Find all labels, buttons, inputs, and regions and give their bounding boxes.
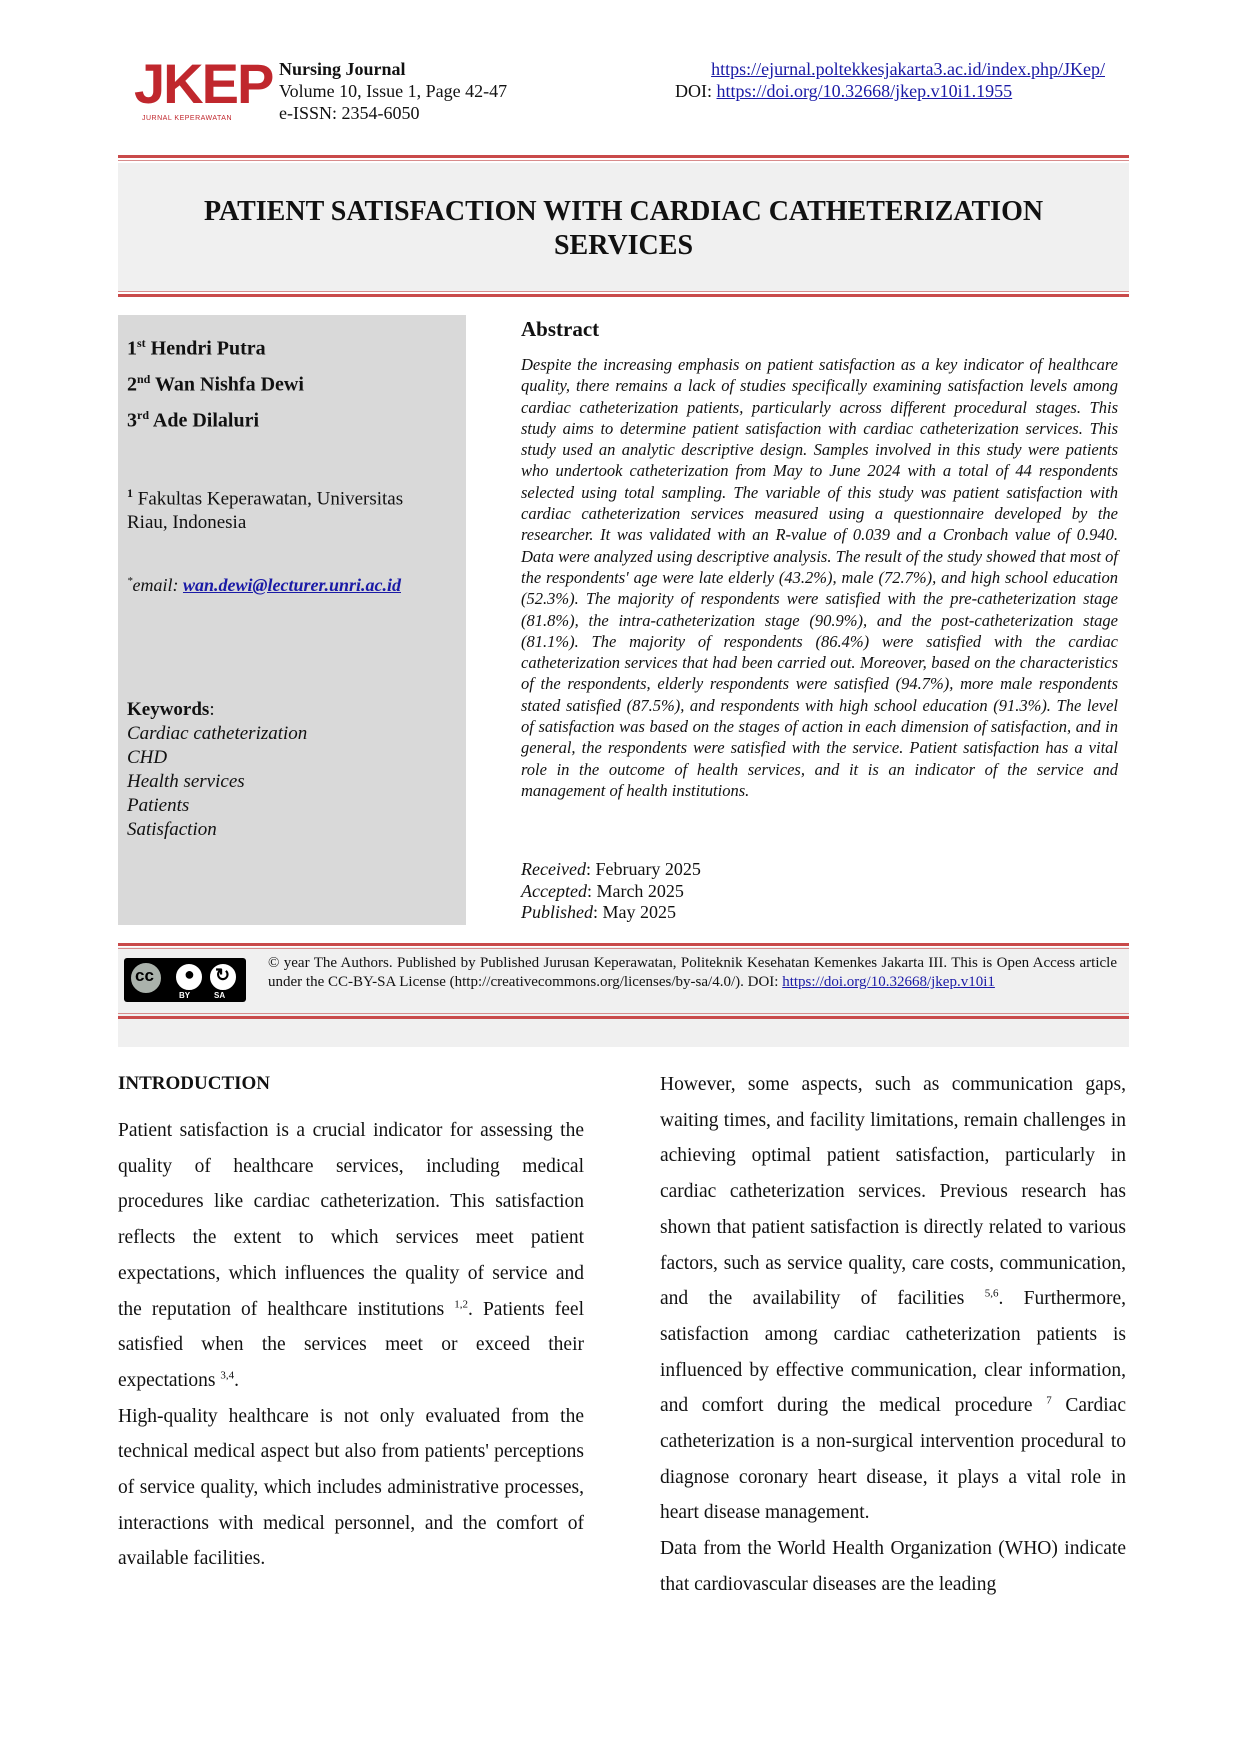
title-line-1: PATIENT SATISFACTION WITH CARDIAC CATHETERIZATION <box>203 196 1044 227</box>
title-top-rule <box>118 155 1129 158</box>
sa-icon: ↻ <box>208 962 238 992</box>
cc-icon: cc <box>129 961 163 995</box>
license-top-rule-thin <box>118 948 1129 949</box>
author-2: 2nd Wan Nishfa Dewi <box>127 372 304 396</box>
keyword-item: Satisfaction <box>127 819 217 840</box>
abstract-text: Despite the increasing emphasis on patient satisfaction as a key indicator of healthcare quality, there remains a lack of studies specifically examining satisfaction levels among cardiac catheterization patients, particularly across different procedural stages. This study aims to determine patient satisfaction with cardiac catheterization services. This study used an analytic descriptive design. Samples involved in this study were patients who undertook catheterization from May to June 2024 with a total of 44 respondents selected using total sampling. The variable of this study was patient satisfaction with cardiac catheterization services measured using a questionnaire developed by the researcher. It was validated with an R-value of 0.039 and a Cronbach value of 0.940. Data were analyzed using descriptive analysis. The result of the study showed that most of the respondents' age were late elderly (43.2%), male (72.7%), and high school education (52.3%). The majority of respondents were satisfied with the pre-catheterization stage (81.8%), the intra-catheterization stage (90.9%), and the post-catheterization stage (81.1%). The majority of respondents (86.4%) were satisfied with the cardiac catheterization services that had been carried out. Moreover, based on the characteristics of the respondents, elderly respondents were satisfied (94.7%), more male respondents stated satisfied (87.5%), and respondents with high school education (91.3%). The level of satisfaction was based on the stages of action in each dimension of satisfaction, and in general, the respondents were satisfied with the service. Patient satisfaction has a vital role in the outcome of health services, and it is an indicator of the service and management of health institutions. <box>521 355 1118 800</box>
title-bottom-rule <box>118 294 1129 297</box>
logo-text: JKEP <box>134 52 273 115</box>
license-text: © year The Authors. Published by Published Jurusan Keperawatan, Politeknik Kesehatan Kemenkes Jakarta III. This is Open Access article under the CC-BY-SA License (http://creativecommons.org/licenses/by-sa/4.0/). DOI: https://doi.org/10.32668/jkep.v10i1 <box>268 955 1117 990</box>
author-3: 3rd Ade Dilaluri <box>127 408 260 432</box>
doi-label: DOI: <box>675 81 717 101</box>
published-date: Published: May 2025 <box>521 902 676 922</box>
author-1: 1st Hendri Putra <box>127 336 266 360</box>
license-doi-link[interactable]: https://doi.org/10.32668/jkep.v10i1 <box>782 974 995 990</box>
license-bottom-rule-thin <box>118 1013 1129 1014</box>
logo-subtext: JURNAL KEPERAWATAN <box>142 115 233 122</box>
abstract-heading: Abstract <box>521 317 600 341</box>
keyword-item: Patients <box>127 795 190 816</box>
journal-name: Nursing Journal <box>279 59 406 79</box>
keyword-item: CHD <box>127 747 168 768</box>
article-dates <box>521 859 701 924</box>
journal-url-link[interactable]: https://ejurnal.poltekkesjakarta3.ac.id/index.php/JKep/ <box>711 59 1105 79</box>
body-column-right <box>660 1067 1126 1603</box>
title-top-rule-thin <box>118 160 1129 161</box>
paragraph: High-quality healthcare is not only evaluated from the technical medical aspect but also from patients' perceptions of service quality, which includes administrative processes, interactions with medical personnel, and the comfort of available facilities. <box>118 1405 584 1570</box>
journal-info <box>279 58 507 124</box>
journal-links <box>675 58 1105 102</box>
paper-title <box>118 195 1129 263</box>
keyword-item: Health services <box>127 771 245 792</box>
keywords-heading: Keywords <box>127 699 210 720</box>
issn: e-ISSN: 2354-6050 <box>279 103 420 123</box>
journal-logo <box>134 52 273 126</box>
volume-info: Volume 10, Issue 1, Page 42-47 <box>279 81 508 101</box>
body-column-left <box>118 1113 584 1577</box>
author-panel <box>118 315 466 925</box>
affiliation: $^1$ Fakultas Keperawatan, Universitas Riau, Indonesia <box>127 486 404 534</box>
paragraph: Patient satisfaction is a crucial indicator for assessing the quality of healthcare services, including medical procedures like cardiac catheterization. This satisfaction reflects the extent to which services meet patient expectations, which influences the quality of service and the reputation of healthcare institutions $^{1,2}$. Patients feel satisfied when the services meet or exceed their expectations $^{3,4}$. <box>118 1120 584 1391</box>
email-link[interactable]: wan.dewi@lecturer.unri.ac.id <box>182 575 401 595</box>
cc-by-sa-icon: cc ● ↻ BY SA <box>124 958 246 1002</box>
paragraph: However, some aspects, such as communication gaps, waiting times, and facility limitations, remain challenges in achieving optimal patient satisfaction, particularly in cardiac catheterization services. Previous research has shown that patient satisfaction is directly related to various factors, such as service quality, care costs, communication, and the availability of facilities $^{5,6}$. Furthermore, satisfaction among cardiac catheterization patients is influenced by effective communication, clear information, and comfort during the medical procedure $^7$ Cardiac catheterization is a non-surgical intervention procedural to diagnose coronary heart disease, it plays a vital role in heart disease management. <box>660 1074 1126 1524</box>
license-bottom-rule <box>118 1016 1129 1019</box>
accepted-date: Accepted: March 2025 <box>521 880 684 901</box>
license-top-rule <box>118 943 1129 946</box>
by-icon: ● <box>174 962 204 992</box>
title-bottom-rule-thin <box>118 291 1129 292</box>
keywords: Keywords: Cardiac catheterization CHD Health services Patients Satisfaction <box>127 699 308 840</box>
title-line-2: SERVICES <box>553 230 694 261</box>
corresponding-email: *email: wan.dewi@lecturer.unri.ac.id <box>127 575 401 595</box>
paragraph: Data from the World Health Organization (WHO) indicate that cardiovascular diseases are the leading <box>660 1538 1126 1595</box>
keyword-item: Cardiac catheterization <box>127 723 308 744</box>
introduction-heading: INTRODUCTION <box>118 1073 271 1094</box>
doi-link[interactable]: https://doi.org/10.32668/jkep.v10i1.1955 <box>716 81 1013 101</box>
received-date: Received: February 2025 <box>521 859 701 879</box>
